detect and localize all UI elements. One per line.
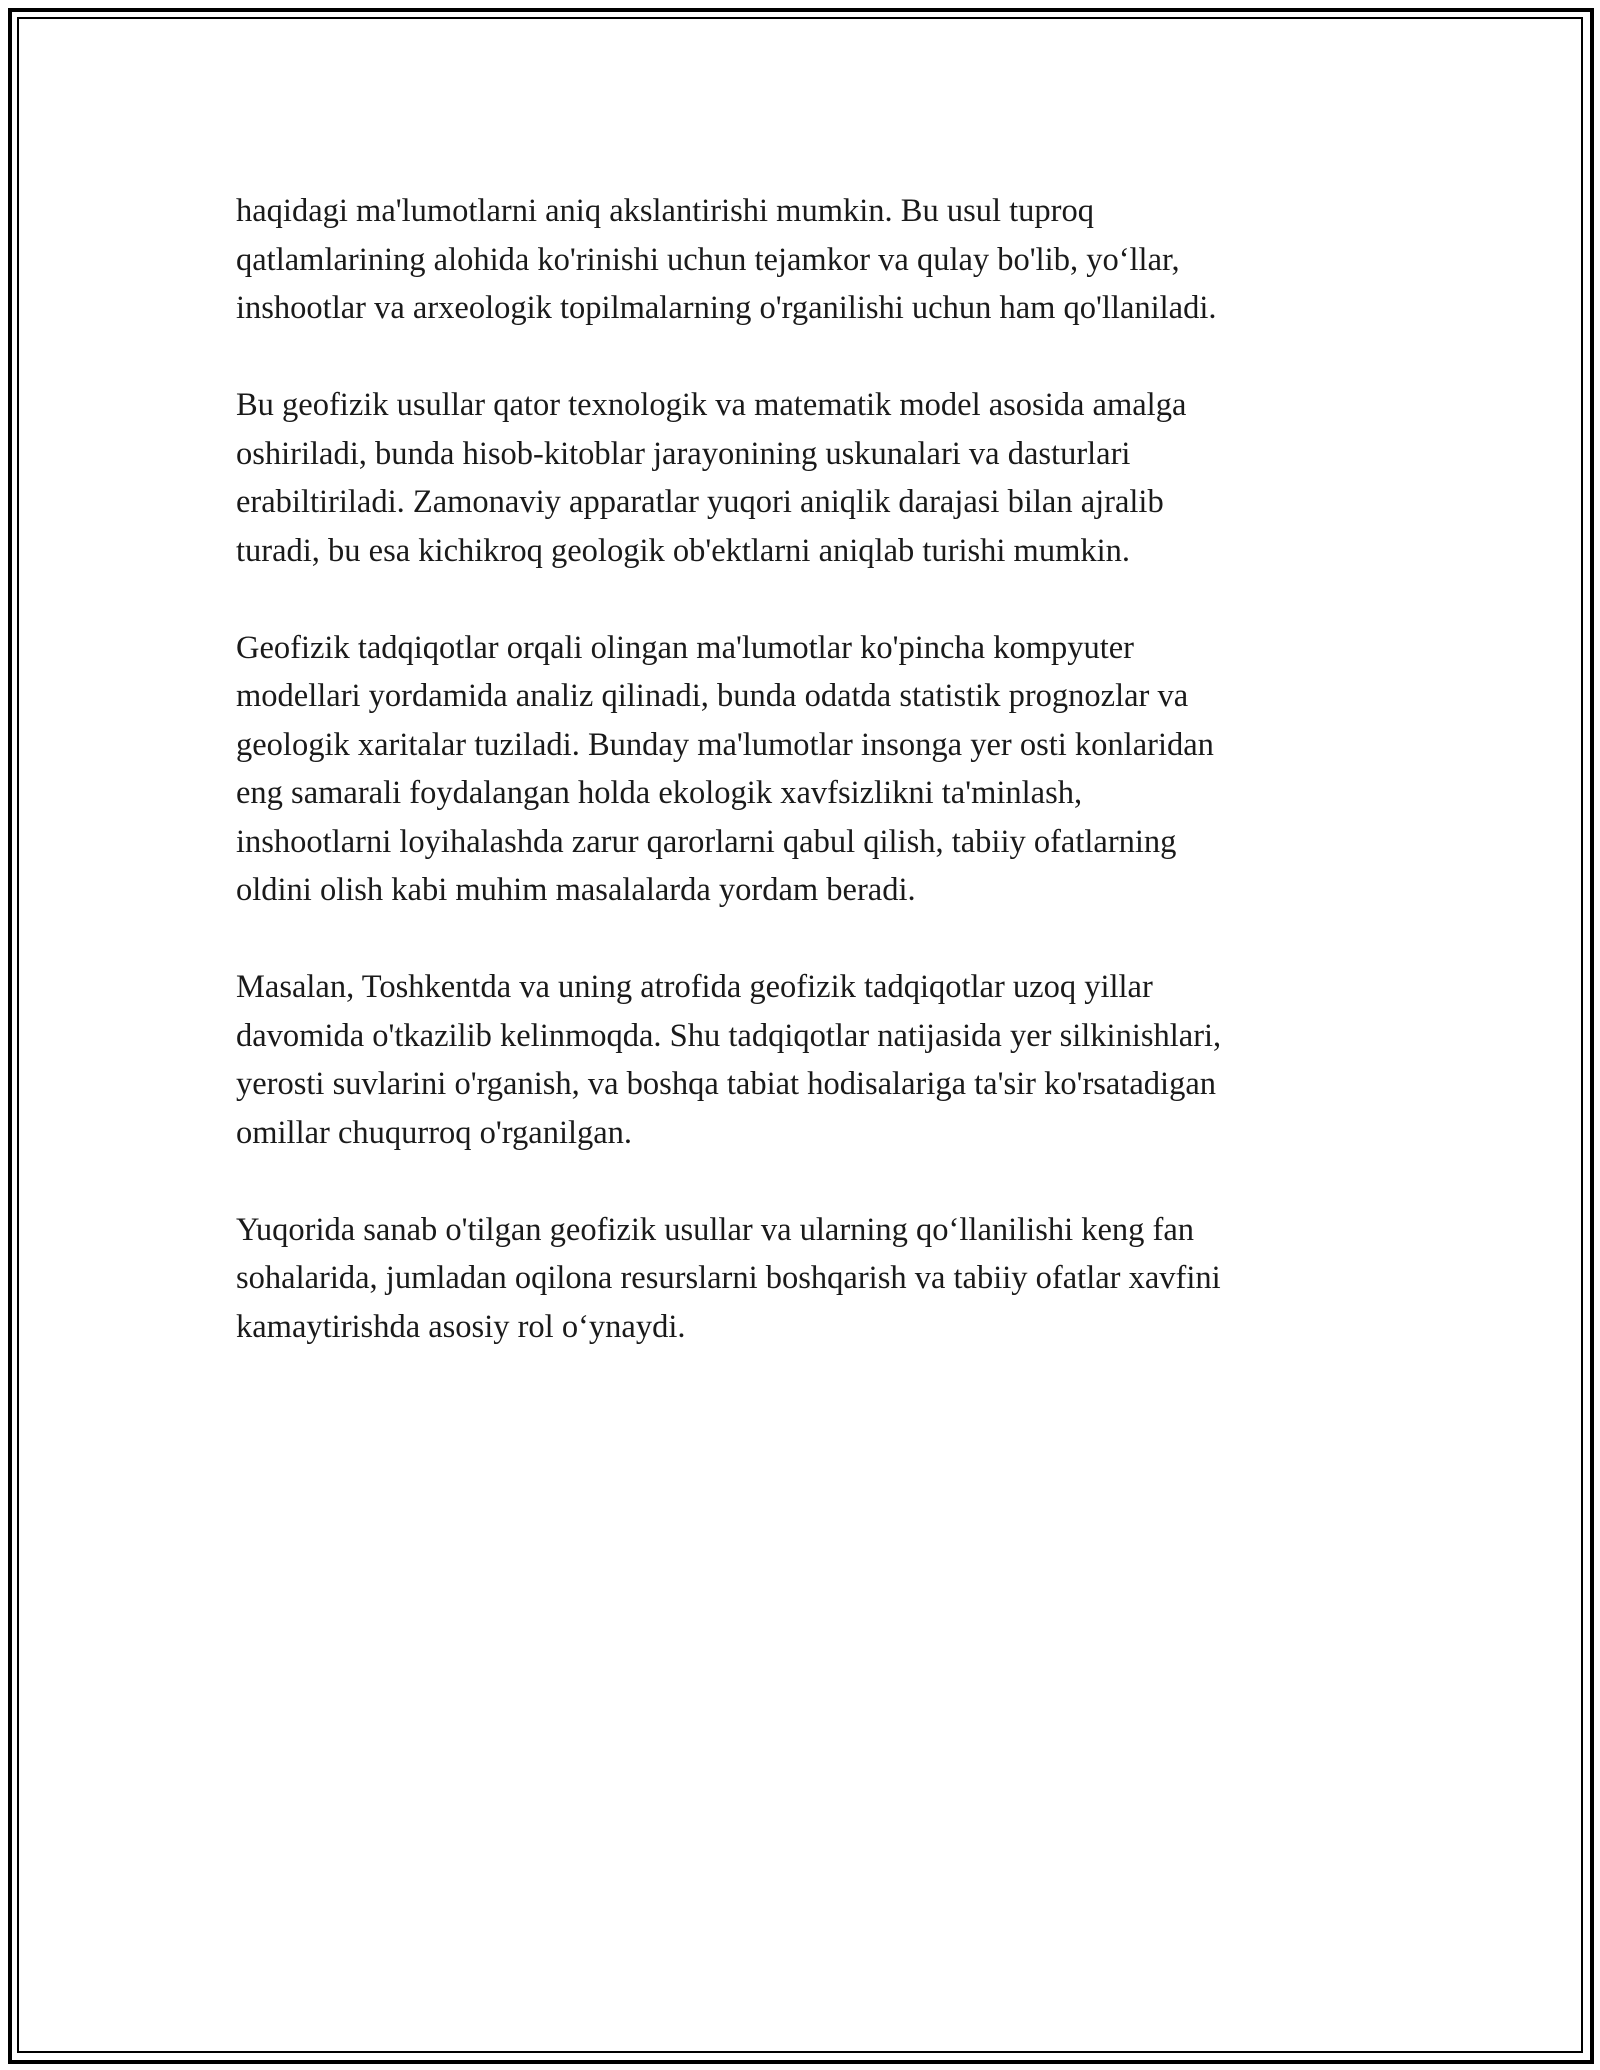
text-line: omillar chuqurroq o'rganilgan. [236, 1114, 633, 1151]
paragraph-2 [236, 381, 1376, 575]
text-line: erabiltiriladi. Zamonaviy apparatlar yuqori aniqlik darajasi bilan ajralib [236, 484, 1164, 520]
text-line: inshootlarni loyihalashda zarur qarorlarni qabul qilish, tabiiy ofatlarning [236, 823, 1177, 860]
text-line: eng samarali foydalangan holda ekologik xavfsizlikni ta'minlash, [236, 775, 1083, 811]
paragraph-3 [236, 624, 1376, 915]
text-line: Yuqorida sanab o'tilgan geofizik usullar va ularning qo‘llanilishi keng fan [236, 1211, 1195, 1248]
text-line: turadi, bu esa kichikroq geologik ob'ektlarni aniqlab turishi mumkin. [236, 532, 1131, 569]
paragraph-5 [236, 1206, 1376, 1352]
text-line: oshiriladi, bunda hisob-kitoblar jarayonining uskunalari va dasturlari [236, 435, 1131, 472]
text-line: haqidagi ma'lumotlarni aniq akslantirishi mumkin. Bu usul tuproq [236, 193, 1094, 229]
text-line: modellari yordamida analiz qilinadi, bunda odatda statistik prognozlar va [236, 678, 1189, 714]
text-line: sohalarida, jumladan oqilona resurslarni boshqarish va tabiiy ofatlar xavfini [236, 1260, 1221, 1296]
text-line: kamaytirishda asosiy rol o‘ynaydi. [236, 1308, 686, 1345]
paragraph-1 [236, 187, 1376, 333]
text-line: davomida o'tkazilib kelinmoqda. Shu tadqiqotlar natijasida yer silkinishlari, [236, 1017, 1222, 1054]
text-line: oldini olish kabi muhim masalalarda yordam beradi. [236, 872, 916, 908]
text-line: Bu geofizik usullar qator texnologik va matematik model asosida amalga [236, 387, 1187, 423]
text-line: inshootlar va arxeologik topilmalarning o'rganilishi uchun ham qo'llaniladi. [236, 290, 1217, 326]
text-line: Masalan, Toshkentda va uning atrofida geofizik tadqiqotlar uzoq yillar [236, 969, 1153, 1005]
text-line: yerosti suvlarini o'rganish, va boshqa tabiat hodisalariga ta'sir ko'rsatadigan [236, 1066, 1216, 1102]
paragraph-4 [236, 963, 1376, 1157]
text-line: geologik xaritalar tuziladi. Bunday ma'lumotlar insonga yer osti konlaridan [236, 726, 1214, 763]
text-line: qatlamlarining alohida ko'rinishi uchun tejamkor va qulay bo'lib, yo‘llar, [236, 241, 1180, 278]
document-body [236, 187, 1376, 1400]
text-line: Geofizik tadqiqotlar orqali olingan ma'lumotlar ko'pincha kompyuter [236, 629, 1135, 666]
